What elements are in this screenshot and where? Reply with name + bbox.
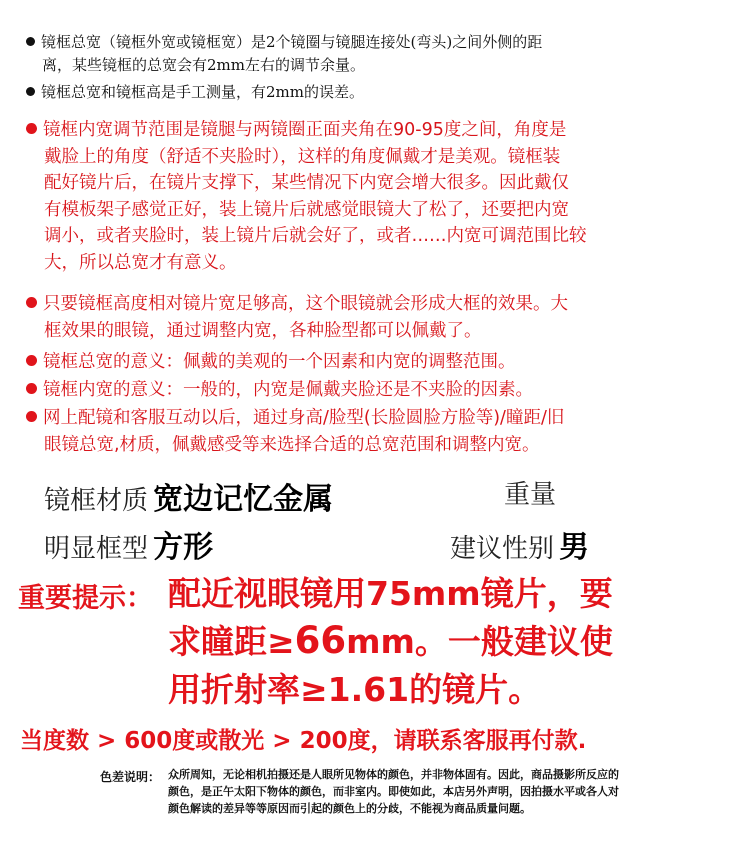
spec-value: 男 bbox=[559, 530, 590, 565]
red-bullet-total-width-meaning bbox=[26, 349, 731, 376]
bullet-text: 有模板架子感觉正好，装上镜片后就感觉眼镜大了松了，还要把内宽 bbox=[44, 199, 569, 220]
spec-label: 镜框材质 bbox=[44, 486, 149, 516]
red-bullet-inner-width-meaning bbox=[26, 377, 731, 404]
bullet-text: 配好镜片后，在镜片支撑下，某些情况下内宽会增大很多。因此戴仅 bbox=[44, 173, 569, 193]
bullet-dot bbox=[26, 37, 35, 46]
bullet-text: 调小，或者夹脸时，装上镜片后就会好了，或者……内宽可调范围比较 bbox=[44, 226, 587, 246]
bullet-dot bbox=[26, 383, 37, 394]
prescription-warning: 当度数 > 600度或散光 > 200度，请联系客服再付款. bbox=[20, 728, 587, 754]
bullet-text: 网上配镜和客服互动以后，通过身高/脸型(长脸圆脸方脸等)/瞳距/旧 bbox=[43, 408, 565, 428]
red-bullet-online-service bbox=[26, 405, 731, 458]
important-tag: 重要提示： bbox=[18, 583, 153, 614]
note-total-width bbox=[26, 31, 726, 77]
bullet-dot bbox=[26, 355, 37, 366]
important-line-3: 用折射率≥1.61的镜片。 bbox=[168, 670, 542, 709]
spec-value: 宽边记忆金属 bbox=[153, 482, 334, 517]
bullet-text: 大，所以总宽才有意义。 bbox=[44, 252, 237, 273]
bullet-text: 只要镜框高度相对镜片宽足够高，这个眼镜就会形成大框的效果。大 bbox=[43, 294, 568, 314]
spec-label: 建议性别 bbox=[450, 534, 555, 564]
spec-label: 重量 bbox=[504, 480, 557, 510]
bullet-dot bbox=[26, 87, 35, 96]
spec-material bbox=[44, 474, 333, 518]
spec-weight bbox=[504, 474, 556, 511]
bullet-text: 框效果的眼镜，通过调整内宽，各种脸型都可以佩戴了。 bbox=[44, 320, 482, 341]
note-measurement bbox=[26, 81, 726, 104]
red-bullet-frame-height bbox=[26, 291, 731, 344]
red-bullet-inner-width-range bbox=[26, 117, 731, 276]
bullet-text: 眼镜总宽,材质，佩戴感受等来选择合适的总宽范围和调整内宽。 bbox=[44, 434, 540, 455]
spec-value: 方形 bbox=[153, 530, 214, 565]
bullet-dot bbox=[26, 411, 37, 422]
bullet-text: 镜框内宽的意义：一般的，内宽是佩戴夹脸还是不夹脸的因素。 bbox=[43, 380, 533, 400]
important-line-2: 求瞳距≥66mm。一般建议使 bbox=[168, 619, 613, 662]
bullet-dot bbox=[26, 297, 37, 308]
bullet-text: 戴脸上的角度（舒适不夹脸时），这样的角度佩戴才是美观。镜框装 bbox=[44, 146, 561, 167]
note-text: 镜框总宽（镜框外宽或镜框宽）是2个镜圈与镜腿连接处(弯头)之间外侧的距 bbox=[41, 33, 543, 51]
bullet-dot bbox=[26, 123, 37, 134]
disclaimer-text: 众所周知，无论相机拍摄还是人眼所见物体的颜色，并非物体固有。因此，商品摄影所反应的 颜色，是正午太阳下物体的颜色，而非室内。即使如此，本店另外声明，因拍摄水平或各人对 颜色解读的差异等等原因而引起的颜色上的分歧，不能视为商品质量问题。 bbox=[168, 768, 619, 815]
bullet-text: 镜框内宽调节范围是镜腿与两镜圈正面夹角在90-95度之间，角度是 bbox=[43, 120, 567, 140]
spec-frame-type bbox=[44, 522, 213, 566]
spec-gender bbox=[450, 522, 589, 566]
spec-label: 明显框型 bbox=[44, 534, 149, 564]
note-text: 镜框总宽和镜框高是手工测量，有2mm的误差。 bbox=[41, 83, 364, 101]
important-notice bbox=[18, 568, 738, 708]
important-line-1: 配近视眼镜用75mm镜片，要 bbox=[168, 574, 613, 613]
note-text: 离，某些镜框的总宽会有2mm左右的调节余量。 bbox=[42, 56, 365, 74]
disclaimer-label: 色差说明： bbox=[100, 770, 161, 784]
bullet-text: 镜框总宽的意义：佩戴的美观的一个因素和内宽的调整范围。 bbox=[43, 352, 516, 372]
